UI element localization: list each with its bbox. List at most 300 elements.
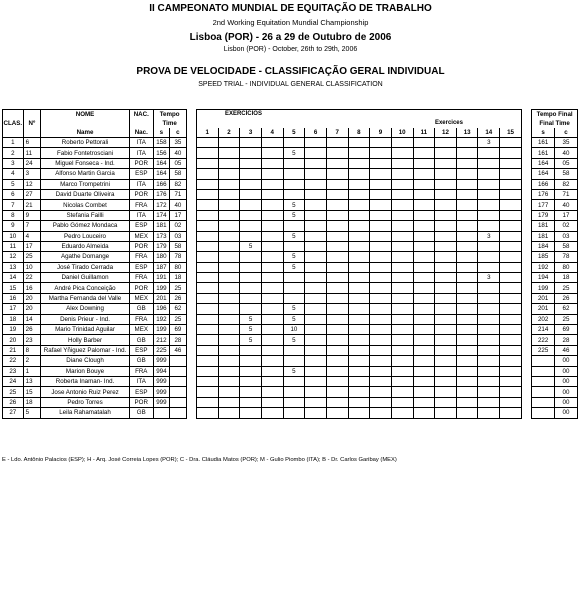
cell-final-c: 35 xyxy=(554,138,577,148)
cell-ex-5: 5 xyxy=(283,252,305,262)
cell-ex-11 xyxy=(413,148,435,158)
cell-spacer xyxy=(521,325,531,335)
cell-ex-8 xyxy=(348,325,370,335)
cell-name: Roberta Inaman- Ind. xyxy=(41,376,130,386)
cell-ex-11 xyxy=(413,293,435,303)
cell-ex-13 xyxy=(456,169,478,179)
cell-time-c: 03 xyxy=(170,231,187,241)
cell-ex-1 xyxy=(196,262,218,272)
cell-ex-9 xyxy=(370,408,392,418)
cell-time-c: 25 xyxy=(170,314,187,324)
cell-time-c xyxy=(170,397,187,407)
cell-ex-9 xyxy=(370,148,392,158)
cell-ex-15 xyxy=(500,366,522,376)
cell-ex-4 xyxy=(261,231,283,241)
cell-ex-2 xyxy=(218,356,240,366)
cell-final-c: 00 xyxy=(554,397,577,407)
cell-nat: FRA xyxy=(129,252,153,262)
cell-time-s: 187 xyxy=(153,262,170,272)
cell-ex-12 xyxy=(435,356,457,366)
cell-ex-10 xyxy=(391,189,413,199)
cell-ex-3 xyxy=(240,273,262,283)
cell-ex-12 xyxy=(435,179,457,189)
cell-ex-9 xyxy=(370,189,392,199)
cell-ex-1 xyxy=(196,356,218,366)
cell-num: 3 xyxy=(23,169,41,179)
cell-ex-2 xyxy=(218,335,240,345)
cell-nat: ITA xyxy=(129,376,153,386)
cell-final-c: 62 xyxy=(554,304,577,314)
cell-time-s: 181 xyxy=(153,221,170,231)
cell-ex-13 xyxy=(456,293,478,303)
cell-spacer xyxy=(186,221,196,231)
cell-ex-14 xyxy=(478,169,500,179)
cell-name: Martha Fernanda del Valle xyxy=(41,293,130,303)
cell-ex-2 xyxy=(218,408,240,418)
cell-ex-7 xyxy=(326,325,348,335)
cell-time-s xyxy=(153,408,170,418)
cell-ex-13 xyxy=(456,241,478,251)
cell-ex-15 xyxy=(500,262,522,272)
cell-ex-11 xyxy=(413,325,435,335)
table-row xyxy=(3,408,578,418)
cell-ex-6 xyxy=(305,397,327,407)
cell-num: 24 xyxy=(23,158,41,168)
cell-ex-3 xyxy=(240,283,262,293)
cell-ex-12 xyxy=(435,210,457,220)
cell-ex-2 xyxy=(218,221,240,231)
cell-spacer xyxy=(186,210,196,220)
cell-ex-8 xyxy=(348,252,370,262)
cell-ex-10 xyxy=(391,241,413,251)
cell-ex-12 xyxy=(435,138,457,148)
cell-spacer xyxy=(521,366,531,376)
cell-ex-15 xyxy=(500,325,522,335)
cell-ex-5 xyxy=(283,345,305,355)
cell-final-c: 00 xyxy=(554,387,577,397)
cell-spacer xyxy=(186,200,196,210)
cell-ex-8 xyxy=(348,158,370,168)
cell-ex-4 xyxy=(261,200,283,210)
cell-ex-12 xyxy=(435,387,457,397)
cell-time-c: 62 xyxy=(170,304,187,314)
cell-ex-14 xyxy=(478,376,500,386)
cell-ex-11 xyxy=(413,241,435,251)
cell-ex-11 xyxy=(413,169,435,179)
cell-ex-1 xyxy=(196,376,218,386)
cell-ex-5: 5 xyxy=(283,304,305,314)
cell-ex-10 xyxy=(391,273,413,283)
cell-ex-7 xyxy=(326,376,348,386)
cell-time-c: 71 xyxy=(170,189,187,199)
ex-14: 14 xyxy=(478,128,500,138)
cell-ex-15 xyxy=(500,408,522,418)
ex-3: 3 xyxy=(240,128,262,138)
cell-ex-4 xyxy=(261,335,283,345)
cell-nat: ESP xyxy=(129,387,153,397)
cell-nat: POR xyxy=(129,241,153,251)
cell-nat: ITA xyxy=(129,148,153,158)
cell-final-s: 201 xyxy=(532,293,555,303)
cell-time-s: 196 xyxy=(153,304,170,314)
cell-spacer xyxy=(521,314,531,324)
cell-nat: ITA xyxy=(129,179,153,189)
nat-gap xyxy=(129,119,153,128)
cell-ex-3: 5 xyxy=(240,325,262,335)
cell-ex-6 xyxy=(305,138,327,148)
cell-ex-3 xyxy=(240,397,262,407)
cell-ex-11 xyxy=(413,210,435,220)
cell-ex-1 xyxy=(196,345,218,355)
cell-ex-8 xyxy=(348,179,370,189)
cell-ex-14 xyxy=(478,158,500,168)
cell-ex-9 xyxy=(370,325,392,335)
cell-ex-2 xyxy=(218,231,240,241)
cell-ex-13 xyxy=(456,262,478,272)
cell-spacer xyxy=(186,387,196,397)
cell-time-c xyxy=(170,376,187,386)
cell-ex-1 xyxy=(196,179,218,189)
cell-ex-2 xyxy=(218,387,240,397)
cell-ex-11 xyxy=(413,314,435,324)
cell-ex-13 xyxy=(456,376,478,386)
cell-ex-4 xyxy=(261,314,283,324)
cell-ex-10 xyxy=(391,148,413,158)
cell-ex-2 xyxy=(218,376,240,386)
cell-spacer xyxy=(521,158,531,168)
cell-ex-15 xyxy=(500,169,522,179)
cell-ex-4 xyxy=(261,158,283,168)
cell-num: 22 xyxy=(23,273,41,283)
cell-ex-11 xyxy=(413,262,435,272)
table-row xyxy=(3,231,578,241)
cell-ex-13 xyxy=(456,200,478,210)
cell-time-c: 05 xyxy=(170,158,187,168)
cell-ex-3: 5 xyxy=(240,241,262,251)
cell-ex-14 xyxy=(478,241,500,251)
cell-ex-12 xyxy=(435,283,457,293)
cell-ex-2 xyxy=(218,138,240,148)
cell-ex-12 xyxy=(435,376,457,386)
cell-ex-15 xyxy=(500,148,522,158)
ex-2: 2 xyxy=(218,128,240,138)
cell-ex-7 xyxy=(326,366,348,376)
cell-name: Rafael Yñiguez Palomar - Ind. xyxy=(41,345,130,355)
cell-final-c: 40 xyxy=(554,200,577,210)
cell-ex-13 xyxy=(456,387,478,397)
cell-ex-7 xyxy=(326,397,348,407)
page-title: II CAMPEONATO MUNDIAL DE EQUITAÇÃO DE TRABALHO xyxy=(149,3,432,14)
cell-time-c: 82 xyxy=(170,179,187,189)
cell-ex-14 xyxy=(478,148,500,158)
cell-ex-1 xyxy=(196,252,218,262)
cell-ex-9 xyxy=(370,221,392,231)
cell-spacer xyxy=(521,231,531,241)
cell-clas: 25 xyxy=(3,387,24,397)
cell-ex-10 xyxy=(391,335,413,345)
cell-ex-2 xyxy=(218,210,240,220)
table-row xyxy=(3,179,578,189)
cell-ex-7 xyxy=(326,231,348,241)
cell-ex-3 xyxy=(240,169,262,179)
cell-num: 9 xyxy=(23,210,41,220)
cell-ex-11 xyxy=(413,408,435,418)
cell-ex-9 xyxy=(370,262,392,272)
table-row xyxy=(3,252,578,262)
cell-ex-8 xyxy=(348,189,370,199)
cell-ex-1 xyxy=(196,283,218,293)
cell-num: 23 xyxy=(23,335,41,345)
cell-ex-4 xyxy=(261,148,283,158)
cell-ex-9 xyxy=(370,210,392,220)
cell-ex-14 xyxy=(478,366,500,376)
cell-final-s: 181 xyxy=(532,221,555,231)
col-final-pt: Tempo Final xyxy=(532,110,578,120)
cell-num: 10 xyxy=(23,262,41,272)
cell-nat: POR xyxy=(129,397,153,407)
cell-spacer xyxy=(521,189,531,199)
cell-final-c: 25 xyxy=(554,314,577,324)
cell-ex-7 xyxy=(326,273,348,283)
cell-ex-6 xyxy=(305,210,327,220)
cell-clas: 11 xyxy=(3,241,24,251)
ex-1: 1 xyxy=(196,128,218,138)
table-row xyxy=(3,293,578,303)
cell-ex-6 xyxy=(305,356,327,366)
cell-ex-6 xyxy=(305,221,327,231)
cell-ex-4 xyxy=(261,304,283,314)
cell-ex-4 xyxy=(261,262,283,272)
cell-ex-3 xyxy=(240,252,262,262)
cell-clas: 20 xyxy=(3,335,24,345)
cell-time-c: 17 xyxy=(170,210,187,220)
cell-final-c: 58 xyxy=(554,241,577,251)
cell-ex-8 xyxy=(348,397,370,407)
cell-spacer xyxy=(186,241,196,251)
cell-ex-5: 10 xyxy=(283,325,305,335)
cell-ex-7 xyxy=(326,252,348,262)
cell-ex-5 xyxy=(283,179,305,189)
cell-ex-3 xyxy=(240,304,262,314)
cell-clas: 8 xyxy=(3,210,24,220)
cell-nat: GB xyxy=(129,304,153,314)
cell-ex-3 xyxy=(240,210,262,220)
cell-ex-7 xyxy=(326,241,348,251)
cell-ex-5: 5 xyxy=(283,335,305,345)
table-row xyxy=(3,200,578,210)
cell-ex-13 xyxy=(456,231,478,241)
cell-ex-7 xyxy=(326,408,348,418)
cell-clas: 13 xyxy=(3,262,24,272)
cell-clas: 1 xyxy=(3,138,24,148)
cell-ex-10 xyxy=(391,158,413,168)
cell-ex-10 xyxy=(391,138,413,148)
cell-ex-10 xyxy=(391,397,413,407)
cell-clas: 19 xyxy=(3,325,24,335)
cell-ex-5 xyxy=(283,273,305,283)
cell-ex-3 xyxy=(240,138,262,148)
col-c: c xyxy=(170,128,187,138)
cell-ex-15 xyxy=(500,179,522,189)
cell-ex-7 xyxy=(326,304,348,314)
cell-ex-4 xyxy=(261,376,283,386)
cell-ex-5: 5 xyxy=(283,210,305,220)
cell-time-c xyxy=(170,408,187,418)
cell-nat: GB xyxy=(129,335,153,345)
cell-ex-12 xyxy=(435,314,457,324)
cell-ex-9 xyxy=(370,376,392,386)
cell-ex-12 xyxy=(435,293,457,303)
cell-ex-9 xyxy=(370,252,392,262)
cell-ex-9 xyxy=(370,314,392,324)
cell-time-s: 164 xyxy=(153,158,170,168)
cell-ex-8 xyxy=(348,387,370,397)
table-row xyxy=(3,148,578,158)
cell-final-c: 28 xyxy=(554,335,577,345)
cell-ex-5 xyxy=(283,397,305,407)
cell-ex-8 xyxy=(348,283,370,293)
table-row xyxy=(3,241,578,251)
cell-clas: 12 xyxy=(3,252,24,262)
col-s: s xyxy=(153,128,170,138)
cell-ex-1 xyxy=(196,387,218,397)
cell-spacer xyxy=(521,252,531,262)
cell-spacer xyxy=(521,397,531,407)
cell-ex-10 xyxy=(391,252,413,262)
cell-ex-4 xyxy=(261,397,283,407)
cell-ex-9 xyxy=(370,335,392,345)
table-row xyxy=(3,158,578,168)
cell-final-c: 46 xyxy=(554,345,577,355)
cell-ex-2 xyxy=(218,241,240,251)
cell-name: Nicolas Combet xyxy=(41,200,130,210)
cell-final-s: 161 xyxy=(532,148,555,158)
cell-nat: ESP xyxy=(129,345,153,355)
cell-ex-14: 3 xyxy=(478,273,500,283)
cell-ex-11 xyxy=(413,231,435,241)
cell-clas: 7 xyxy=(3,200,24,210)
cell-time-s: 179 xyxy=(153,241,170,251)
cell-ex-13 xyxy=(456,179,478,189)
cell-ex-4 xyxy=(261,210,283,220)
cell-ex-15 xyxy=(500,293,522,303)
cell-final-c: 03 xyxy=(554,231,577,241)
cell-ex-15 xyxy=(500,304,522,314)
cell-final-c: 02 xyxy=(554,221,577,231)
table-row xyxy=(3,169,578,179)
cell-ex-10 xyxy=(391,210,413,220)
col-time-en: Time xyxy=(153,119,186,128)
col-exercises-pt: EXERCÍCIOS xyxy=(196,110,521,120)
cell-ex-14 xyxy=(478,356,500,366)
cell-ex-8 xyxy=(348,366,370,376)
cell-clas: 17 xyxy=(3,304,24,314)
cell-ex-2 xyxy=(218,262,240,272)
cell-name: Alfonso Martin Garcia xyxy=(41,169,130,179)
cell-ex-14 xyxy=(478,304,500,314)
cell-spacer xyxy=(521,387,531,397)
cell-ex-10 xyxy=(391,262,413,272)
cell-ex-10 xyxy=(391,283,413,293)
cell-spacer xyxy=(186,252,196,262)
ex-13: 13 xyxy=(456,128,478,138)
cell-nat: ITA xyxy=(129,138,153,148)
cell-ex-6 xyxy=(305,387,327,397)
cell-time-s: 176 xyxy=(153,189,170,199)
cell-final-c: 58 xyxy=(554,169,577,179)
cell-ex-10 xyxy=(391,200,413,210)
table-row xyxy=(3,210,578,220)
cell-final-s xyxy=(532,387,555,397)
cell-ex-1 xyxy=(196,148,218,158)
cell-num: 5 xyxy=(23,408,41,418)
cell-ex-14: 3 xyxy=(478,138,500,148)
cell-ex-11 xyxy=(413,252,435,262)
cell-ex-8 xyxy=(348,200,370,210)
cell-spacer xyxy=(521,210,531,220)
cell-final-s: 192 xyxy=(532,262,555,272)
col-final-en: Final Time xyxy=(532,119,578,128)
cell-spacer xyxy=(521,179,531,189)
cell-ex-15 xyxy=(500,387,522,397)
cell-ex-12 xyxy=(435,408,457,418)
cell-ex-12 xyxy=(435,335,457,345)
col-nat-en: Nac. xyxy=(129,128,153,138)
cell-ex-9 xyxy=(370,356,392,366)
cell-spacer xyxy=(186,158,196,168)
cell-ex-11 xyxy=(413,304,435,314)
cell-ex-9 xyxy=(370,345,392,355)
cell-time-s: 156 xyxy=(153,148,170,158)
cell-ex-1 xyxy=(196,293,218,303)
cell-ex-1 xyxy=(196,169,218,179)
cell-ex-6 xyxy=(305,335,327,345)
cell-ex-10 xyxy=(391,376,413,386)
cell-nat: MEX xyxy=(129,325,153,335)
col-final-c: c xyxy=(554,128,577,138)
cell-ex-7 xyxy=(326,221,348,231)
cell-spacer xyxy=(521,138,531,148)
cell-spacer xyxy=(186,262,196,272)
cell-name: Pedro Louceiro xyxy=(41,231,130,241)
cell-ex-9 xyxy=(370,304,392,314)
cell-spacer xyxy=(186,169,196,179)
cell-ex-1 xyxy=(196,231,218,241)
cell-clas: 14 xyxy=(3,273,24,283)
results-table xyxy=(2,109,578,419)
col-exercises-en: Exercices xyxy=(196,119,521,128)
cell-final-s: 222 xyxy=(532,335,555,345)
cell-ex-3 xyxy=(240,345,262,355)
cell-ex-10 xyxy=(391,231,413,241)
cell-name: Eduardo Almeida xyxy=(41,241,130,251)
cell-ex-6 xyxy=(305,304,327,314)
cell-name: Holly Barber xyxy=(41,335,130,345)
cell-clas: 10 xyxy=(3,231,24,241)
cell-ex-8 xyxy=(348,273,370,283)
cell-name: Alex Downing xyxy=(41,304,130,314)
cell-ex-11 xyxy=(413,200,435,210)
cell-ex-13 xyxy=(456,221,478,231)
cell-nat: POR xyxy=(129,283,153,293)
cell-ex-6 xyxy=(305,241,327,251)
cell-clas: 16 xyxy=(3,293,24,303)
cell-spacer xyxy=(186,335,196,345)
cell-time-c: 80 xyxy=(170,262,187,272)
cell-spacer xyxy=(186,325,196,335)
cell-ex-10 xyxy=(391,314,413,324)
cell-name: Mario Trinidad Aguilar xyxy=(41,325,130,335)
